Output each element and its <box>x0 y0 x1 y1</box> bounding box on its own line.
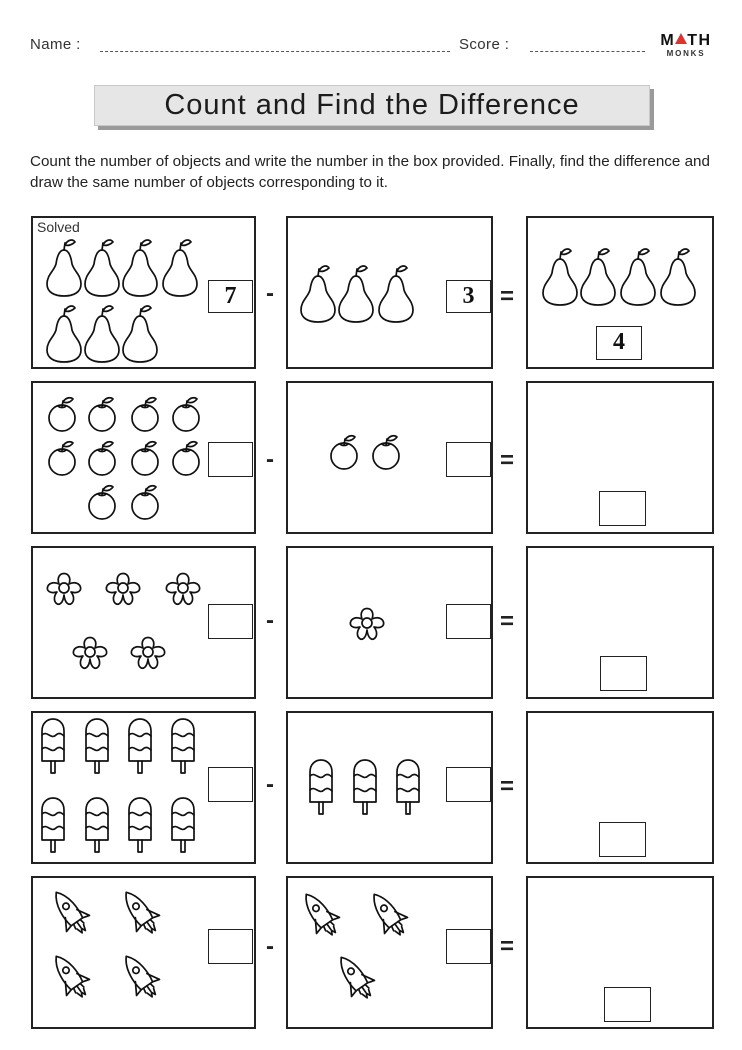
row1-second-answer[interactable]: 3 <box>446 280 491 313</box>
apple-icon <box>89 398 115 431</box>
flower-icon <box>350 609 383 640</box>
row1-minus: - <box>266 280 274 307</box>
apple-icon <box>331 436 357 469</box>
rocket-icon <box>115 884 165 939</box>
row5-minus: - <box>266 933 274 960</box>
ice-pop-icon <box>310 760 332 814</box>
apple-icon <box>373 436 399 469</box>
row1-first-answer[interactable]: 7 <box>208 280 253 313</box>
pear-icon <box>301 266 335 322</box>
rocket-icon <box>45 884 95 939</box>
ice-pop-icon <box>42 798 64 852</box>
pear-icon <box>661 249 695 305</box>
rocket-icon <box>295 886 345 941</box>
pear-icon <box>47 240 81 296</box>
pear-icon <box>85 240 119 296</box>
ice-pop-icon <box>42 719 64 773</box>
flower-icon <box>131 638 164 669</box>
row4-equals: = <box>500 773 515 800</box>
solved-label: Solved <box>37 219 80 235</box>
score-label: Score : <box>459 36 510 53</box>
row3-equals: = <box>500 608 515 635</box>
apple-icon <box>132 442 158 475</box>
rocket-icon <box>115 948 165 1003</box>
row2-equals: = <box>500 447 515 474</box>
pear-icon <box>379 266 413 322</box>
pear-icon <box>85 306 119 362</box>
pear-icon <box>123 240 157 296</box>
apple-icon <box>89 442 115 475</box>
row4-minus: - <box>266 771 274 798</box>
ice-pop-icon <box>172 798 194 852</box>
apple-icon <box>132 398 158 431</box>
row5-equals: = <box>500 933 515 960</box>
name-label: Name : <box>30 36 81 53</box>
ice-pop-icon <box>86 719 108 773</box>
flower-icon <box>47 574 80 605</box>
apple-icon <box>173 398 199 431</box>
pear-icon <box>123 306 157 362</box>
rocket-icon <box>45 948 95 1003</box>
row3-minus: - <box>266 607 274 634</box>
pear-icon <box>621 249 655 305</box>
row1-difference-answer[interactable]: 4 <box>596 326 642 360</box>
flower-icon <box>106 574 139 605</box>
pear-icon <box>163 240 197 296</box>
apple-icon <box>49 442 75 475</box>
flower-icon <box>166 574 199 605</box>
apple-icon <box>132 486 158 519</box>
apple-icon <box>89 486 115 519</box>
pear-icon <box>339 266 373 322</box>
ice-pop-icon <box>354 760 376 814</box>
ice-pop-icon <box>129 798 151 852</box>
page-title: Count and Find the Difference <box>94 85 650 126</box>
pear-icon <box>581 249 615 305</box>
rocket-icon <box>363 886 413 941</box>
pear-icon <box>47 306 81 362</box>
rocket-icon <box>330 949 380 1004</box>
apple-icon <box>49 398 75 431</box>
pear-icon <box>543 249 577 305</box>
ice-pop-icon <box>86 798 108 852</box>
ice-pop-icon <box>397 760 419 814</box>
ice-pop-icon <box>172 719 194 773</box>
row2-minus: - <box>266 446 274 473</box>
math-monks-logo: M TH MONKS <box>660 32 712 58</box>
apple-icon <box>173 442 199 475</box>
ice-pop-icon <box>129 719 151 773</box>
flower-icon <box>73 638 106 669</box>
row1-equals: = <box>500 283 515 310</box>
instructions: Count the number of objects and write the number in the box provided. Finally, find the difference and draw the same number of objects corresponding to it. <box>30 153 710 191</box>
